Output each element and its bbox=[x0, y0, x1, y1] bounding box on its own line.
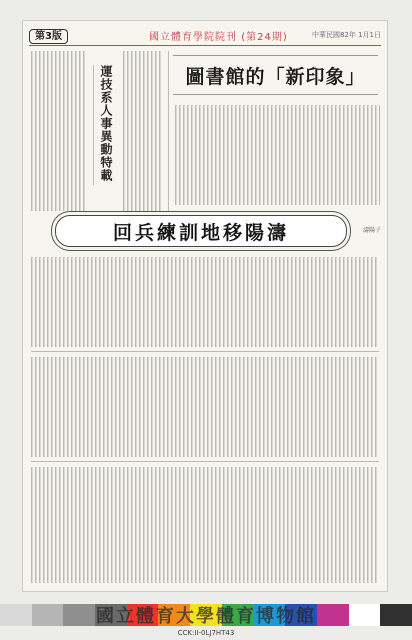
publish-date: 中華民國82年 1月1日 bbox=[311, 31, 381, 39]
text-block bbox=[31, 51, 86, 211]
masthead-title: 國立體育學院院刊 bbox=[149, 32, 237, 43]
page-number: 第3版 bbox=[29, 29, 68, 44]
row-divider bbox=[31, 461, 379, 462]
main-article-body bbox=[31, 357, 379, 457]
museum-watermark: 國立體育大學體育博物館 bbox=[96, 606, 316, 627]
library-article-title: 圖書館的「新印象」 bbox=[173, 55, 378, 95]
personnel-article-title: 運技系人事異動特載 bbox=[93, 65, 115, 185]
byline: 濤陽子 bbox=[362, 227, 381, 234]
column-divider bbox=[168, 51, 169, 211]
main-article-body bbox=[31, 257, 379, 347]
main-article-body bbox=[31, 467, 379, 583]
catalog-code: CCK:II-0LJ7HT43 bbox=[177, 629, 235, 637]
headline-banner: 回兵練訓地移陽濤 bbox=[55, 215, 347, 247]
masthead bbox=[149, 28, 288, 43]
row-divider bbox=[31, 351, 379, 352]
library-article-body bbox=[175, 105, 380, 205]
text-block bbox=[123, 51, 163, 211]
issue-number: (第24期) bbox=[241, 32, 288, 43]
newspaper-page bbox=[22, 20, 388, 592]
page-header bbox=[29, 27, 381, 46]
